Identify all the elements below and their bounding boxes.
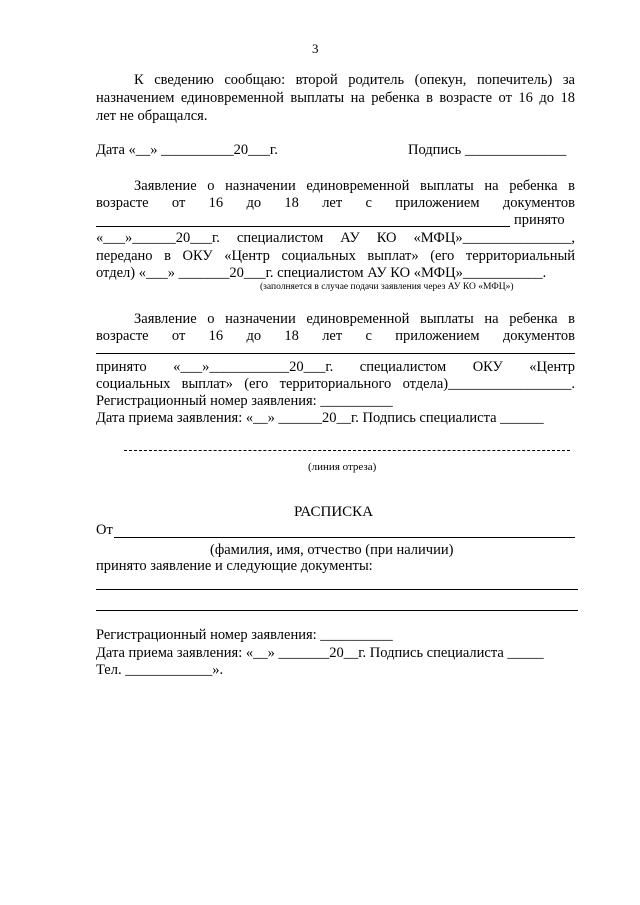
mfc-accepted-label: принято (514, 212, 565, 228)
oku-reg-number[interactable]: Регистрационный номер заявления: __________ (96, 393, 393, 409)
oku-date-sign[interactable]: Дата приема заявления: «__» ______20__г. Подпись специалиста ______ (96, 410, 544, 426)
receipt-documents-blank-1[interactable] (96, 589, 578, 590)
receipt-title: РАСПИСКА (294, 504, 374, 520)
cut-line (124, 450, 570, 451)
oku-line-3: принято «___»___________20___г. специалистом ОКУ «Центр (96, 359, 575, 375)
mfc-documents-blank[interactable] (96, 226, 510, 227)
notice-line-2: назначением единовременной выплаты на ребенка в возрасте от 16 до 18 (96, 90, 575, 106)
receipt-accepted: принято заявление и следующие документы: (96, 558, 373, 574)
oku-line-2: возрасте от 16 до 18 лет с приложением документов (96, 328, 575, 344)
receipt-date-sign[interactable]: Дата приема заявления: «__» _______20__г. Подпись специалиста _____ (96, 645, 544, 661)
mfc-line-1: Заявление о назначении единовременной выплаты на ребенка в (134, 178, 575, 194)
receipt-documents-blank-2[interactable] (96, 610, 578, 611)
mfc-line-4: «___»______20___г. специалистом АУ КО «МФЦ»_______________, (96, 230, 575, 246)
oku-documents-blank[interactable] (96, 353, 575, 354)
cut-line-label: (линия отреза) (308, 461, 377, 473)
mfc-line-6: отдел) «___» _______20___г. специалистом АУ КО «МФЦ»___________. (96, 265, 547, 281)
notice-line-3: лет не обращался. (96, 108, 208, 124)
receipt-from-blank[interactable] (114, 537, 575, 538)
receipt-from-label: От (96, 522, 113, 538)
receipt-fio-hint: (фамилия, имя, отчество (при наличии) (210, 542, 454, 558)
mfc-line-5: передано в ОКУ «Центр социальных выплат» (его территориальный (96, 248, 575, 264)
notice-line-1: К сведению сообщаю: второй родитель (опекун, попечитель) за (134, 72, 575, 88)
oku-line-4: социальных выплат» (его территориального отдела)_________________. (96, 376, 575, 392)
mfc-note: (заполняется в случае подачи заявления через АУ КО «МФЦ») (260, 282, 514, 292)
mfc-line-2: возрасте от 16 до 18 лет с приложением документов (96, 195, 575, 211)
date-field[interactable]: Дата «__» __________20___г. (96, 142, 278, 158)
oku-line-1: Заявление о назначении единовременной выплаты на ребенка в (134, 311, 575, 327)
page-number: 3 (312, 41, 319, 56)
signature-field[interactable]: Подпись ______________ (408, 142, 567, 158)
receipt-reg-number[interactable]: Регистрационный номер заявления: __________ (96, 627, 393, 643)
receipt-tel[interactable]: Тел. ____________». (96, 662, 224, 678)
